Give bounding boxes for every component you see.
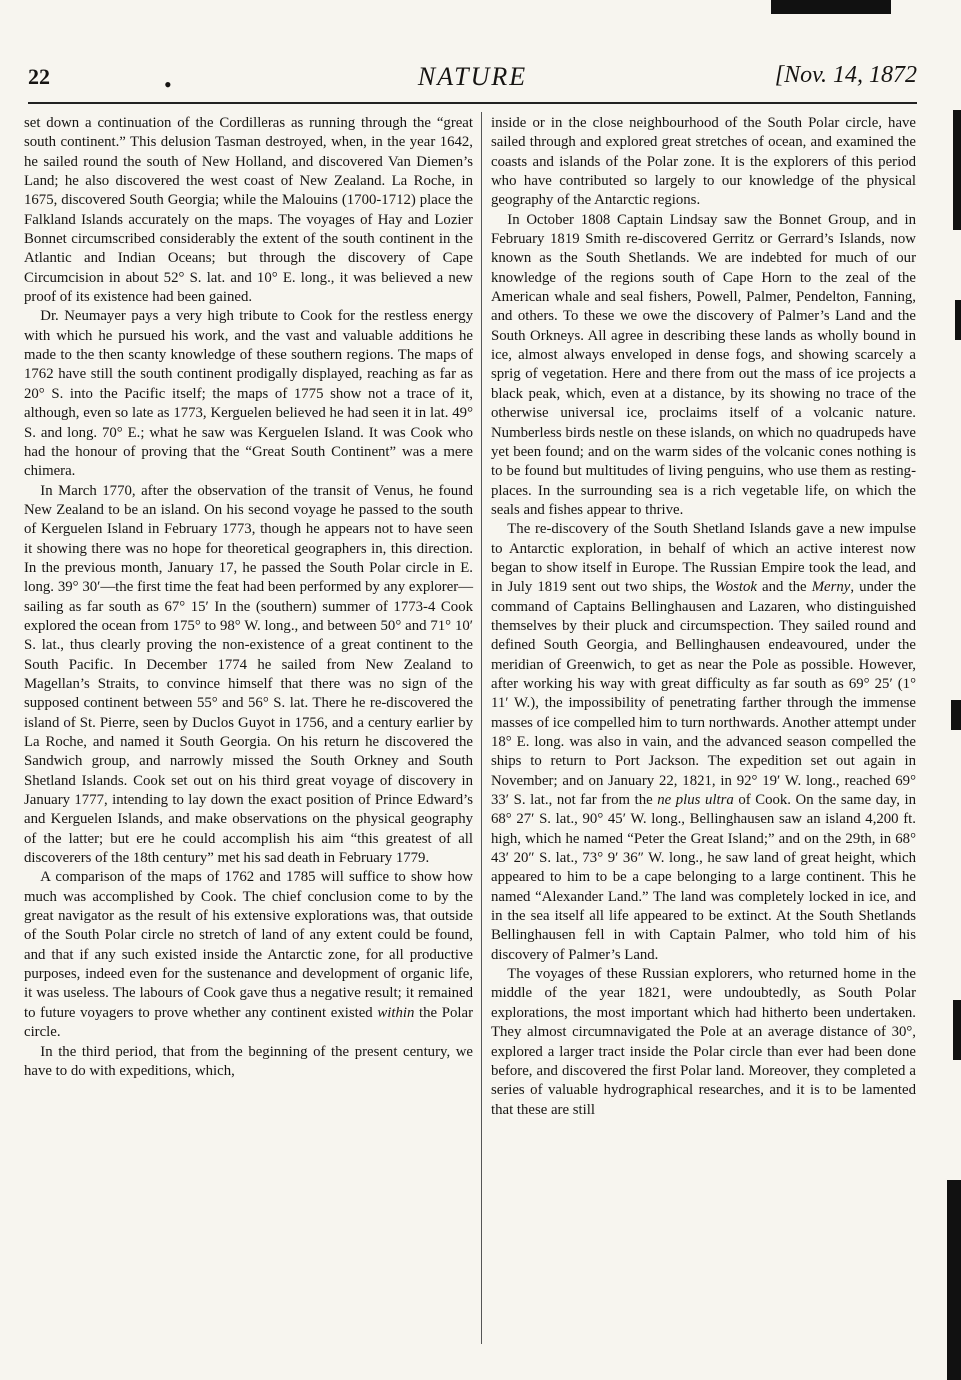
issue-date: [Nov. 14, 1872 (774, 62, 917, 88)
italic-run: ne plus ultra (657, 792, 734, 809)
column-divider (481, 112, 482, 1344)
scan-edge-mark (953, 110, 961, 230)
page-header (28, 62, 917, 102)
paragraph: In the third period, that from the beginning of the present century, we have to do with expeditions, which, (24, 1043, 473, 1079)
paragraph: inside or in the close neighbourhood of the South Polar circle, have sailed through and explored great stretches of ocean, and examined the coasts and islands of the Polar zone. It is the explorers of this period who have contributed so largely to our knowledge of the physical geography of the Antarctic regions. (491, 115, 916, 209)
paragraph: set down a continuation of the Cordilleras as running through the “great south continent.” This delusion Tasman destroyed, when, in the year 1642, he sailed round the south of New Holland, and discovered Van Diemen’s Land; he also discovered the west coast of New Zealand. La Roche, in 1675, discovered South Georgia; while the Malouins (1700-1712) place the Falkland Islands accurately on the maps. The voyages of Hay and Lozier Bonnet circumscribed considerably the extent of the south continent in the Atlantic and Indian Oceans; but through the discovery of Cape Circumcision in about 52° S. lat. and 10° E. long., it was believed a new proof of its existence had been gained. (24, 115, 473, 306)
right-column (491, 114, 916, 1120)
text-run: the Polar circle. (24, 1004, 474, 1041)
text-run: of Cook. On the same day, in 68° 27′ S. lat., 90° 45′ W. long., Bellinghausen saw an island 4,200 ft. high, which he named “Peter the Great Island;” and on the 29th, in 68° 43′ 20″ S. lat., 73° 9′ 36″ W. long., he saw land of great height, which appeared to him to be a cape belonging to a large continent. This he named “Alexander Land.” The land was completely locked in ice, and in the sea itself all life appeared to be extinct. At the South Shetlands Bellinghausen fell in with Captain Palmer, who told him of his discovery of Palmer’s Land. (491, 792, 916, 963)
journal-title: NATURE (417, 62, 528, 91)
paragraph: In October 1808 Captain Lindsay saw the Bonnet Group, and in February 1819 Smith re-discovered Gerritz or Gerrard’s Islands, now known as the South Shetlands. We are indebted for much of our knowledge of the regions south of Cape Horn to the zeal of the American whale and seal fishers, Powell, Palmer, Pendelton, Fanning, and others. To these we owe the discovery of Palmer’s Land and the South Orkneys. All agree in describing these lands as wholly bound in ice, almost always enveloped in dense fogs, and showing scarcely a sprig of vegetation. Here and there from out the mass of ice projects a black peak, which, even at a distance, by its showing no trace of the otherwise universal ice, proclaims itself of a volcanic nature. Numberless birds nestle on these islands, on which no quadrupeds have yet been found; and on the warm sides of the volcanic cones nothing is to be found but multitudes of living penguins, who use them as resting-places. In the surrounding sea is a rich vegetable life, on which the seals and fishes appear to thrive. (491, 211, 916, 518)
scan-edge-mark (947, 1180, 961, 1380)
text-run: A comparison of the maps of 1762 and 1785 will suffice to show how much was accomplished by Cook. The chief conclusion come to by the great navigator as the result of his extensive explorations was, that outside of the South Polar circle no stretch of land of any extent could be found, and that if any such existed inside the Antarctic zone, for all productive purposes, indeed even for the sustenance and development of organic life, it was useless. The labours of Cook gave thus a negative result; it remained to future voyagers to prove whether any continent existed (24, 869, 473, 1021)
page-number: 22 (28, 64, 50, 89)
header-rule (28, 102, 917, 104)
scan-edge-mark (951, 700, 961, 730)
paragraph: Dr. Neumayer pays a very high tribute to Cook for the restless energy with which he pursued his work, and the vast and valuable additions he made to the then scanty knowledge of these southern regions. The maps of 1762 have still the south continent prodigally displayed, reaching as far as 20° S. into the Pacific itself; the maps of 1775 show not a trace of it, although, even so late as 1773, Kerguelen believed he had seen it in lat. 49° S. and long. 70° E.; what he saw was Kerguelen Island. It was Cook who had the honour of proving that the “Great South Continent” was a mere chimera. (24, 308, 473, 480)
ship-name: Merny (811, 579, 851, 596)
scan-edge-mark (771, 0, 891, 14)
paragraph: The voyages of these Russian explorers, who returned home in the middle of the year 1821, were undoubtedly, as South Polar explorations, the most important which had hitherto been undertaken. They almost circumnavigated the Pole at an average distance of 30°, explored a larger tract inside the Polar circle than ever had been done before, and discovered the first Polar land. Moreover, they completed a series of valuable hydrographical researches, and it is to be lamented that these are still (491, 966, 916, 1118)
left-column (24, 114, 473, 1081)
scan-edge-mark (953, 1000, 961, 1060)
italic-run: within (377, 1004, 415, 1021)
text-run: , under the command of Captains Bellinghausen and Lazaren, who distinguished themselves by their pluck and circumspection. They sailed round and defined South Georgia, and Bellinghausen endeavoured, under the meridian of Greenwich, to get as near the Pole as possible. However, after working his way with great difficulty as far south as 69° 25′ (1° 11′ W.), the impossibility of penetrating farther through the immense masses of ice compelled him to turn northwards. Another attempt under 18° E. long. was also in vain, and the advanced season compelled the ships to return to Port Jackson. The expedition set out again in November; and on January 22, 1821, in 92° 19′ W. long., reached 69° 33′ S. lat., not far from the (491, 579, 916, 809)
text-run: and the (762, 579, 807, 596)
paragraph (24, 868, 473, 1042)
paragraph: In March 1770, after the observation of the transit of Venus, he found New Zealand to be an island. On his second voyage he passed to the south of Kerguelen Island in February 1773, though he appears not to have seen it showing there was no hope for theoretical geographers in, this direction. In the previous month, January 17, he passed the South Polar circle in E. long. 39° 30′—the first time the feat had been performed by any explorer—sailing as far south as 67° 15′ In the (southern) summer of 1773-4 Cook explored the ocean from 175° to 98° W. long., and between 50° and 71° 10′ S. lat., thus clearly proving the non-existence of a great continent to the South Pacific. In December 1774 he sailed from New Zealand to Magellan’s Straits, to convince himself that there was no sign of the supposed continent between 55° and 56° S. lat. There he re-discovered the island of St. Pierre, seen by Duclos Guyot in 1756, and a century earlier by La Roche, and named it South Georgia. On his return he discovered the Sandwich group, and narrowly missed the South Orkney and South Shetland Islands. Cook set out on his third great voyage of discovery in January 1777, intending to lay down the exact position of Prince Edward’s and Kerguelen Islands, and make observations on the physical geography of the latter; but ere he could accomplish his aim “this greatest of all discoverers of the 18th century” met his sad death in February 1779. (24, 482, 473, 867)
ship-name: Wostok (714, 579, 757, 596)
header-dot: • (164, 72, 172, 97)
paragraph (491, 520, 916, 965)
text-run: The re-discovery of the South Shetland Islands gave a new impulse to Antarctic exploration, in behalf of which an active interest now began to show itself in Europe. The Russian Empire took the lead, and in July 1819 sent out two ships, the (491, 521, 916, 596)
scan-edge-mark (955, 300, 961, 340)
